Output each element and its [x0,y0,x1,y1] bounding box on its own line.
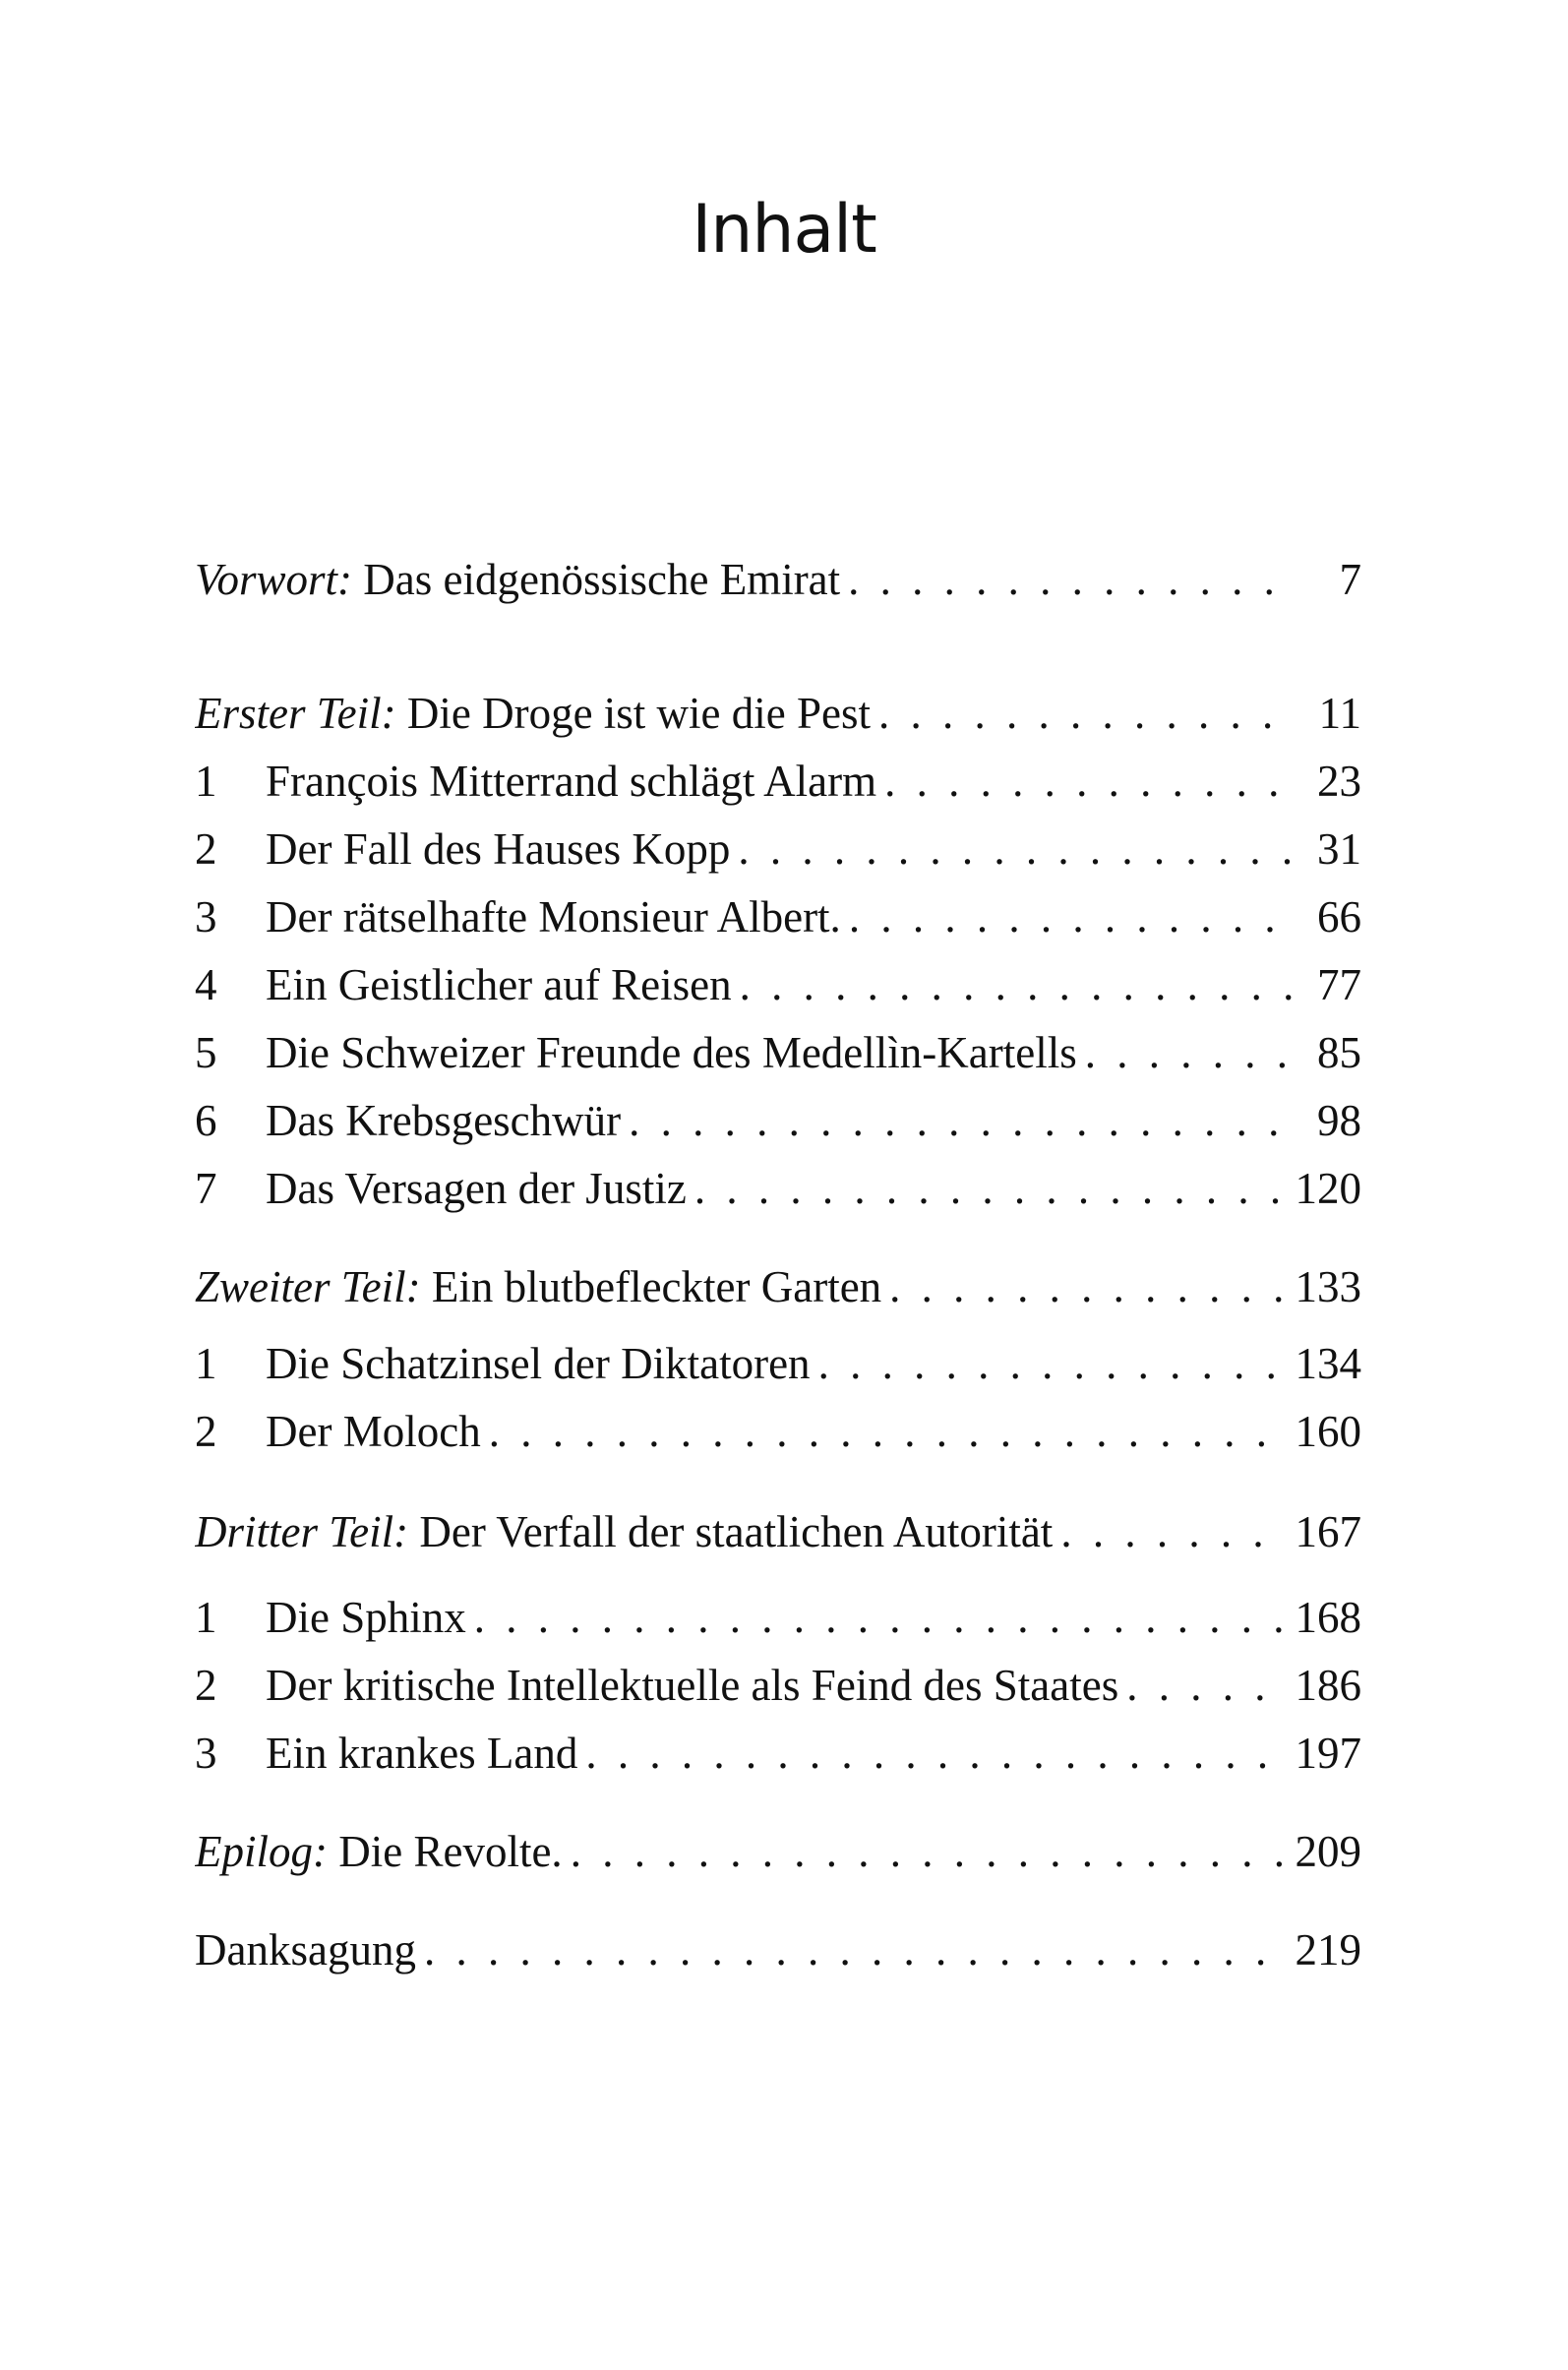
toc-entry-title: Die Schatzinsel der Diktatoren [266,1342,811,1388]
toc-entry-part-1[interactable] [195,692,1361,749]
toc-entry-page: 197 [1295,1732,1361,1778]
toc-entry-page: 11 [1318,692,1361,738]
toc-entry-chapter[interactable] [195,895,1361,952]
toc-entry-part-2[interactable] [195,1265,1361,1322]
chapter-number: 6 [195,1099,217,1145]
leader-dots [885,1265,1283,1309]
toc-entry-chapter[interactable] [195,1342,1361,1399]
toc-entry-chapter[interactable] [195,760,1361,817]
leader-dots [581,1732,1283,1776]
toc-entry-page: 167 [1295,1510,1361,1556]
toc-entry-title: Ein krankes Land [266,1732,578,1778]
chapter-number: 1 [195,1342,217,1388]
toc-entry-page: 133 [1295,1265,1361,1311]
leader-dots [420,1928,1284,1973]
toc-entry-chapter[interactable] [195,1031,1361,1088]
toc-entry-title: Die Schweizer Freunde des Medellìn-Kartells [266,1031,1077,1077]
toc-entry-title: François Mitterrand schlägt Alarm [266,760,877,806]
toc-entry-page: 209 [1295,1830,1361,1876]
chapter-number: 2 [195,827,217,874]
leader-dots [485,1410,1284,1454]
toc-entry-title: Ein blutbefleckter Garten [431,1265,882,1311]
toc-entry-title: Danksagung [195,1928,416,1975]
leader-dots [844,558,1295,602]
chapter-number: 1 [195,760,217,806]
toc-entry-title: Der Fall des Hauses Kopp [266,827,731,874]
toc-entry-page: 7 [1339,558,1361,604]
toc-entry-title: Das Krebsgeschwür [266,1099,622,1145]
leader-dots [1122,1664,1283,1708]
toc-entry-chapter[interactable] [195,1732,1361,1789]
toc-entry-title: Der rätselhafte Monsieur Albert. [266,895,841,942]
chapter-number: 1 [195,1596,217,1642]
leader-dots [845,895,1295,940]
toc-entry-title: Das eidgenössische Emirat [363,558,841,604]
toc-entry-chapter[interactable] [195,1410,1361,1467]
toc-entry-part-3[interactable] [195,1510,1361,1567]
chapter-number: 3 [195,1732,217,1778]
toc-entry-page: 85 [1317,1031,1361,1077]
toc-entry-title: Das Versagen der Justiz [266,1167,687,1213]
toc-entry-vorwort[interactable] [195,558,1361,615]
leader-dots [567,1830,1284,1874]
toc-entry-page: 98 [1317,1099,1361,1145]
toc-entry-title: Der Verfall der staatlichen Autorität [419,1510,1054,1556]
page-title: Inhalt [692,191,876,269]
leader-dots [874,692,1295,736]
toc-entry-page: 31 [1317,827,1361,874]
toc-entry-page: 186 [1295,1664,1361,1710]
toc-entry-page: 66 [1317,895,1361,942]
toc-entry-page: 168 [1295,1596,1361,1642]
chapter-number: 7 [195,1167,217,1213]
toc-entry-prefix: Erster Teil: [195,692,396,738]
toc-entry-title: Der Moloch [266,1410,481,1456]
chapter-number: 5 [195,1031,217,1077]
toc-entry-title: Der kritische Intellektuelle als Feind des Staates [266,1664,1119,1710]
leader-dots [734,827,1295,872]
leader-dots [880,760,1295,804]
toc-entry-chapter[interactable] [195,827,1361,884]
leader-dots [1081,1031,1295,1075]
leader-dots [814,1342,1284,1386]
toc-entry-chapter[interactable] [195,963,1361,1020]
toc-entry-page: 77 [1317,963,1361,1009]
toc-entry-chapter[interactable] [195,1167,1361,1224]
chapter-number: 2 [195,1664,217,1710]
leader-dots [736,963,1295,1007]
toc-entry-title: Ein Geistlicher auf Reisen [266,963,732,1009]
leader-dots [470,1596,1284,1640]
toc-entry-prefix: Vorwort: [195,558,353,604]
toc-entry-page: 134 [1295,1342,1361,1388]
toc-entry-page: 160 [1295,1410,1361,1456]
toc-entry-chapter[interactable] [195,1596,1361,1653]
toc-entry-chapter[interactable] [195,1099,1361,1156]
chapter-number: 3 [195,895,217,942]
toc-entry-prefix: Dritter Teil: [195,1510,409,1556]
toc-entry-title: Die Sphinx [266,1596,466,1642]
toc-entry-title: Die Revolte. [338,1830,563,1876]
toc-entry-prefix: Zweiter Teil: [195,1265,421,1311]
chapter-number: 2 [195,1410,217,1456]
chapter-number: 4 [195,963,217,1009]
toc-entry-epilog[interactable] [195,1830,1361,1887]
toc-entry-prefix: Epilog: [195,1830,328,1876]
leader-dots [691,1167,1284,1211]
toc-entry-danksagung[interactable] [195,1928,1361,1985]
toc-entry-page: 23 [1317,760,1361,806]
toc-entry-title: Die Droge ist wie die Pest [406,692,872,738]
leader-dots [1056,1510,1283,1554]
toc-entry-page: 120 [1295,1167,1361,1213]
leader-dots [625,1099,1295,1143]
toc-entry-chapter[interactable] [195,1664,1361,1721]
toc-entry-page: 219 [1295,1928,1361,1975]
